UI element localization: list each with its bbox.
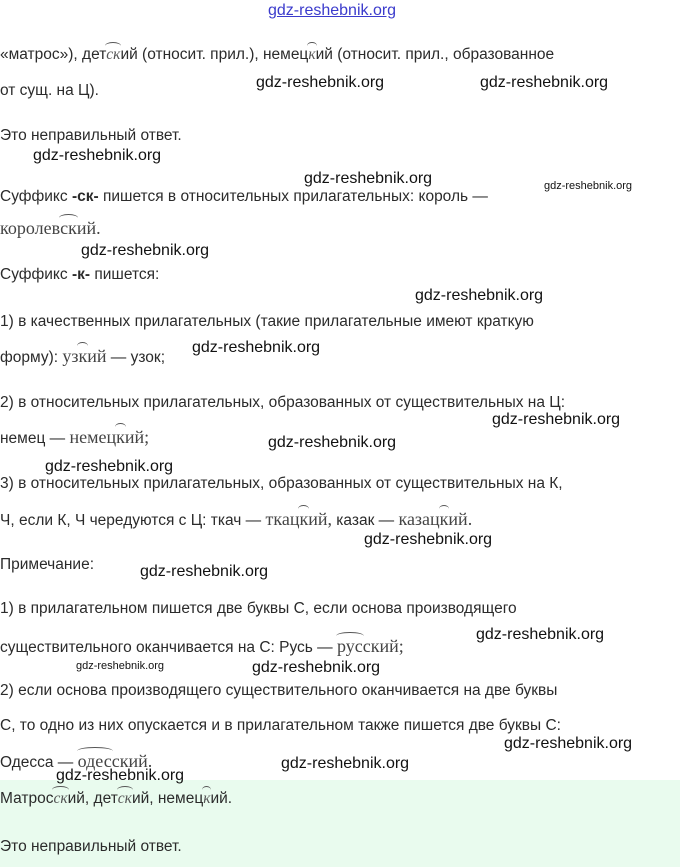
text-segment: ий. [210, 790, 233, 807]
rule-sk [0, 188, 488, 206]
watermark: gdz-reshebnik.org [81, 242, 210, 259]
text-line: С, то одно из них опускается и в прилагательном также пишется две буквы С: [0, 717, 561, 734]
watermark-link[interactable]: gdz-reshebnik.org [268, 2, 397, 19]
text-segment: Матрос [0, 790, 54, 807]
text-segment: ткац [265, 509, 300, 529]
text-segment: ий, [308, 509, 332, 529]
watermark: gdz-reshebnik.org [45, 458, 174, 475]
watermark: gdz-reshebnik.org [256, 74, 385, 91]
text-segment: пишется в относительных прилагательных: король — [98, 188, 488, 205]
text-segment: королев [0, 218, 61, 238]
text-segment: Ч, если К, Ч чередуются с Ц: ткач — [0, 512, 266, 529]
suffix-mark: к [299, 509, 309, 529]
wrong-answer-text: Это неправильный ответ. [0, 127, 182, 144]
watermark: gdz-reshebnik.org [304, 170, 433, 187]
text-segment: ий. [76, 218, 101, 238]
text-line [0, 509, 472, 530]
suffix-bold: -ск- [71, 188, 99, 205]
text-line: от сущ. на Ц). [0, 82, 99, 99]
text-segment: ий, дет [67, 790, 118, 807]
watermark: gdz-reshebnik.org [504, 735, 633, 752]
text-line: 3) в относительных прилагательных, образованных от существительных на К, [0, 475, 563, 492]
suffix-mark: ск [53, 790, 68, 807]
suffix-mark: ск [60, 218, 77, 238]
example-word [0, 218, 101, 239]
suffix-mark: ск [117, 790, 132, 807]
suffix-bold: -к- [71, 266, 91, 283]
text-line [0, 346, 165, 367]
watermark: gdz-reshebnik.org [480, 74, 609, 91]
text-line [0, 46, 554, 64]
wrong-answer-text: Это неправильный ответ. [0, 838, 182, 855]
suffix-mark: ск [106, 46, 121, 63]
text-segment: ский. [111, 751, 153, 771]
watermark: gdz-reshebnik.org [415, 287, 544, 304]
rule-k [0, 266, 159, 284]
text-segment: Суффикс [0, 188, 72, 205]
watermark: gdz-reshebnik.org [544, 180, 633, 192]
watermark: gdz-reshebnik.org [140, 563, 269, 580]
text-segment: немец — [0, 430, 70, 447]
text-segment: ий (относит. прил., образованное [315, 46, 555, 63]
root-mark: одес [77, 751, 112, 771]
watermark: gdz-reshebnik.org [192, 339, 321, 356]
text-segment: уз [62, 346, 79, 366]
text-segment: казак — [331, 512, 399, 529]
text-segment: ий, немец [131, 790, 204, 807]
text-line [0, 427, 149, 448]
watermark: gdz-reshebnik.org [476, 626, 605, 643]
suffix-mark: к [203, 790, 211, 807]
text-segment: ий; [124, 427, 150, 447]
root-mark: рус [336, 636, 363, 656]
text-segment: ий. [448, 509, 473, 529]
text-segment: существительного оканчивается на С: Русь — [0, 639, 337, 656]
text-segment: форму): [0, 349, 63, 366]
text-segment: казац [398, 509, 440, 529]
text-segment: ий (относит. прил.), немец [120, 46, 309, 63]
suffix-mark: к [439, 509, 449, 529]
text-line: 2) если основа производящего существительного оканчивается на две буквы [0, 682, 558, 699]
watermark: gdz-reshebnik.org [492, 411, 621, 428]
text-line [0, 636, 404, 657]
text-segment: пишется: [90, 266, 160, 283]
watermark: gdz-reshebnik.org [33, 147, 162, 164]
cut-off-line [0, 0, 4, 10]
text-segment: «матрос»), дет [0, 46, 107, 63]
suffix-mark: к [78, 346, 88, 366]
text-line: 1) в прилагательном пишется две буквы С, если основа производящего [0, 600, 517, 617]
suffix-mark: к [116, 427, 125, 447]
text-segment: — узок; [106, 349, 166, 366]
text-segment: Суффикс [0, 266, 72, 283]
text-line: 2) в относительных прилагательных, образованных от существительных на Ц: [0, 394, 566, 411]
answer-line [0, 790, 232, 808]
text-segment: Одесса — [0, 754, 78, 771]
text-line: 1) в качественных прилагательных (такие прилагательные имеют краткую [0, 313, 534, 330]
watermark: gdz-reshebnik.org [56, 767, 185, 784]
watermark: gdz-reshebnik.org [76, 660, 165, 672]
watermark: gdz-reshebnik.org [364, 531, 493, 548]
watermark: gdz-reshebnik.org [281, 755, 410, 772]
note-heading: Примечание: [0, 556, 95, 573]
text-segment: немец [69, 427, 117, 447]
text-segment: ский; [362, 636, 404, 656]
text-segment: ий [87, 346, 107, 366]
watermark: gdz-reshebnik.org [252, 659, 381, 676]
answer-box [0, 780, 680, 867]
watermark: gdz-reshebnik.org [268, 434, 397, 451]
suffix-mark: к [308, 46, 316, 63]
